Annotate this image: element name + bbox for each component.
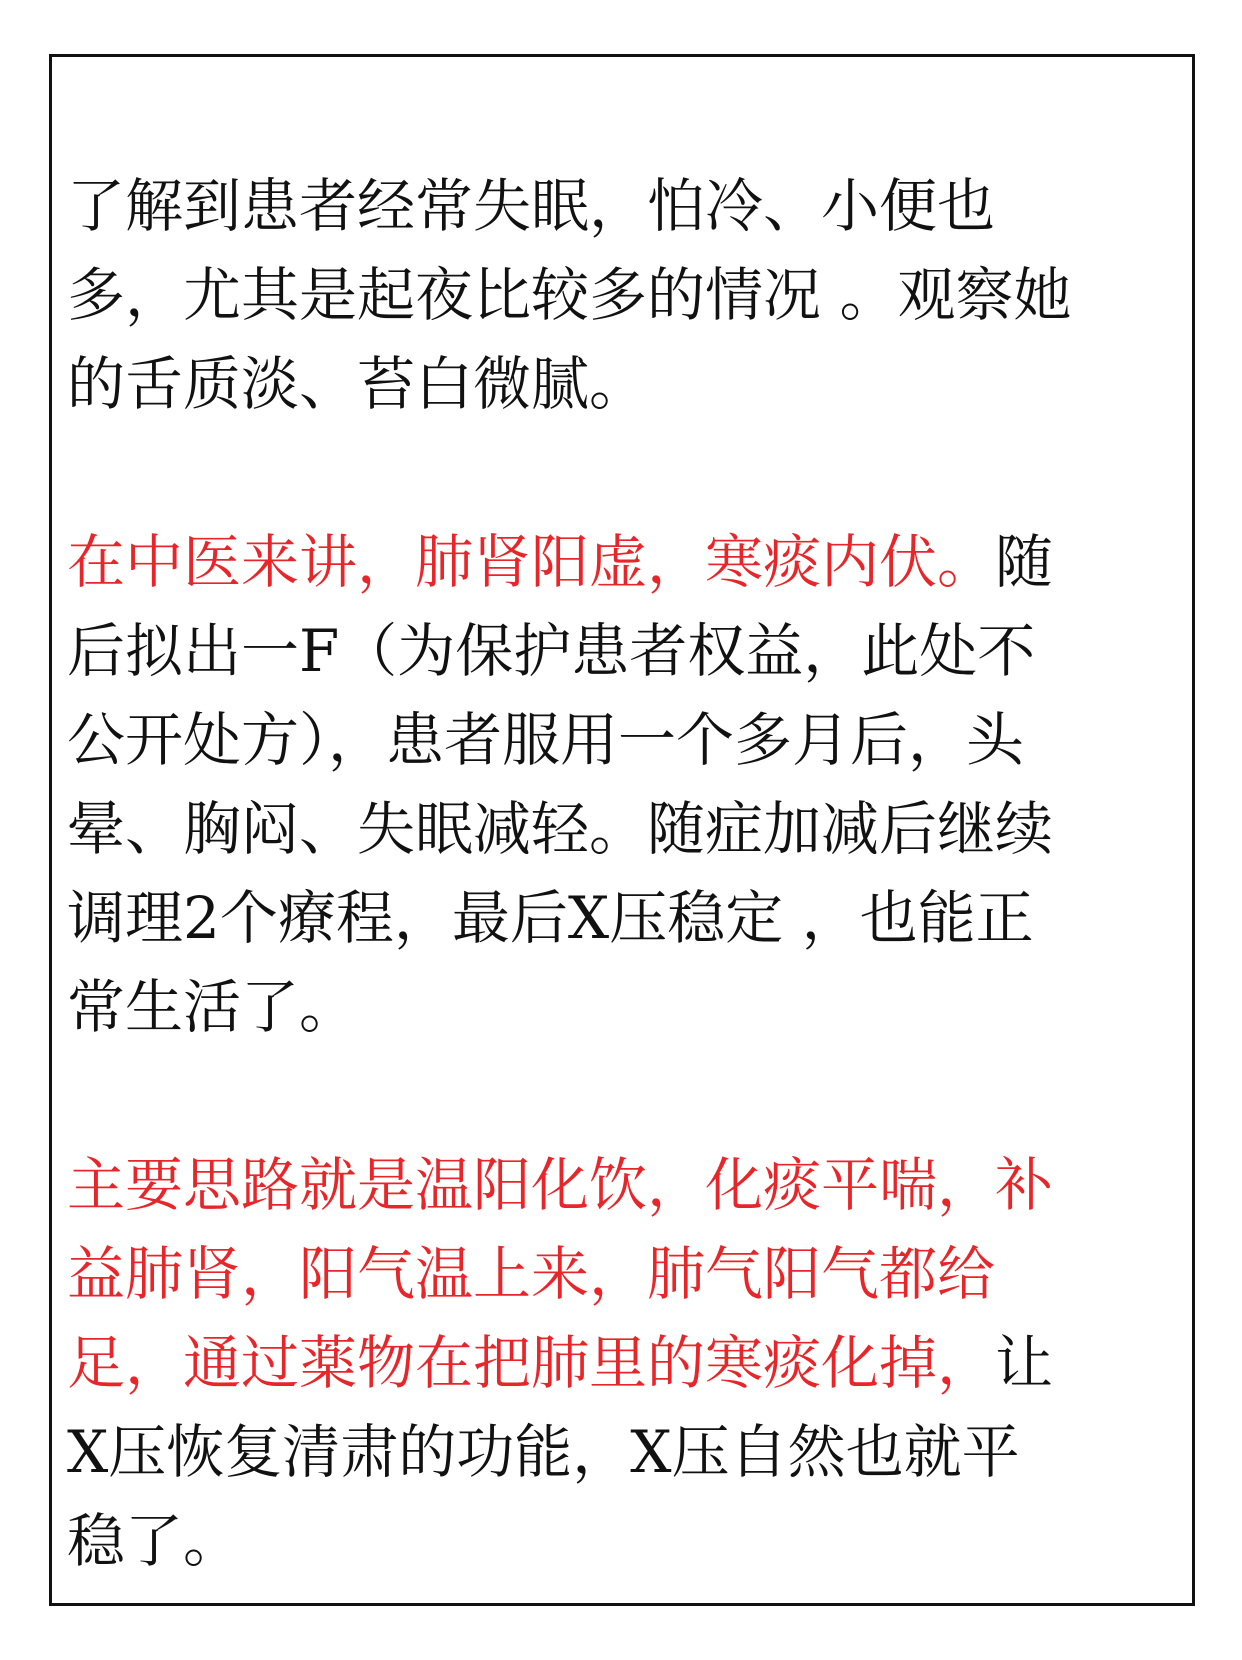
text-segment: 稳了。 — [67, 1507, 242, 1575]
text-line — [67, 340, 1177, 429]
text-line — [67, 963, 1177, 1052]
text-line — [67, 1319, 1177, 1408]
text-line — [67, 1230, 1177, 1319]
text-segment: 调理2个療程，最后X压稳定 ，也能正 — [67, 884, 1034, 952]
text-line — [67, 696, 1177, 785]
highlight-segment: 主要思路就是温阳化饮，化痰平喘，补 — [67, 1151, 1054, 1219]
text-segment: 的舌质淡、苔白微腻。 — [67, 350, 648, 418]
text-line — [67, 1141, 1177, 1230]
paragraph-symptoms — [67, 162, 1177, 429]
paragraph-diagnosis — [67, 518, 1177, 1052]
text-segment: 让 — [995, 1329, 1054, 1397]
highlight-segment: 益肺肾，阳气温上来，肺气阳气都给 — [67, 1240, 996, 1308]
text-line — [67, 1408, 1177, 1497]
text-segment: 了解到患者经常失眠，怕冷、小便也 — [67, 172, 996, 240]
highlight-segment: 足，通过薬物在把肺里的寒痰化掉， — [67, 1329, 996, 1397]
text-line — [67, 1497, 1177, 1586]
highlight-segment: 在中医来讲，肺肾阳虚，寒痰内伏。 — [67, 528, 996, 596]
text-line — [67, 607, 1177, 696]
text-line — [67, 874, 1177, 963]
paragraph-treatment — [67, 1141, 1177, 1586]
text-segment: 多，尤其是起夜比较多的情况 。观察她 — [67, 261, 1072, 329]
text-segment: X压恢复清肃的功能，X压自然也就平 — [67, 1418, 1020, 1486]
text-line — [67, 162, 1177, 251]
text-segment: 晕、胸闷、失眠减轻。随症加减后继续 — [67, 795, 1054, 863]
article-body — [67, 162, 1177, 1586]
text-segment: 后拟出一F（为保护患者权益，此处不 — [67, 617, 1036, 685]
text-segment: 公开处方），患者服用一个多月后，头 — [67, 706, 1025, 774]
text-line — [67, 518, 1177, 607]
article-frame — [49, 54, 1195, 1606]
text-segment: 随 — [995, 528, 1054, 596]
text-line — [67, 251, 1177, 340]
text-line — [67, 785, 1177, 874]
text-segment: 常生活了。 — [67, 973, 358, 1041]
